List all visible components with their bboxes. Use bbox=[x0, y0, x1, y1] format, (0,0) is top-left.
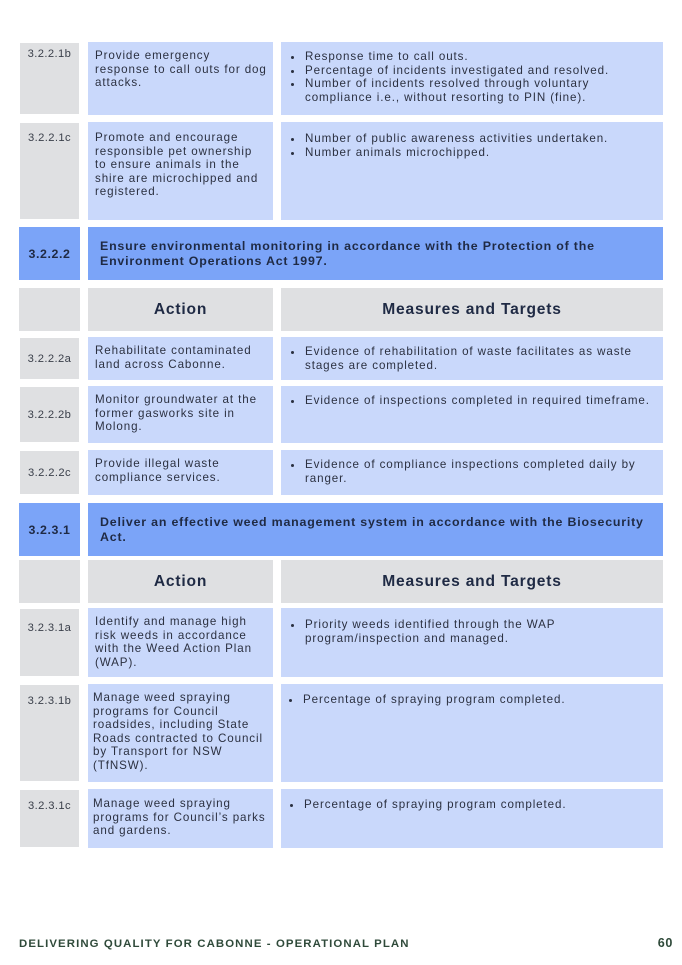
action-id: 3.2.3.1c bbox=[19, 789, 80, 848]
measure-item: • Evidence of rehabilitation of waste facilitates as waste stages are completed. bbox=[304, 345, 655, 372]
header-id-cell bbox=[19, 288, 80, 331]
measure-item: • Priority weeds identified through the WAP program/inspection and managed. bbox=[304, 618, 655, 645]
measure-item: • Number of incidents resolved through voluntary compliance i.e., without resorting to PIN (fine). bbox=[304, 77, 655, 104]
page-number: 60 bbox=[657, 936, 673, 950]
measure-item: • Percentage of incidents investigated and resolved. bbox=[304, 64, 655, 78]
table-row bbox=[0, 42, 682, 115]
measures-cell bbox=[281, 386, 663, 443]
measure-item: • Evidence of inspections completed in required timeframe. bbox=[304, 394, 655, 408]
action-id: 3.2.2.1b bbox=[19, 42, 80, 115]
objective-text: Ensure environmental monitoring in accordance with the Protection of the Environment Operations Act 1997. bbox=[88, 227, 663, 280]
action-id: 3.2.2.2c bbox=[19, 450, 80, 495]
header-action: Action bbox=[88, 560, 273, 603]
measures-cell bbox=[281, 789, 663, 848]
measure-item: • Number animals microchipped. bbox=[304, 146, 655, 160]
action-description: Manage weed spraying programs for Council’s parks and gardens. bbox=[88, 789, 273, 848]
table-row bbox=[0, 450, 682, 495]
measures-cell bbox=[281, 42, 663, 115]
measure-item: • Evidence of compliance inspections completed daily by ranger. bbox=[304, 458, 655, 485]
table-row bbox=[0, 684, 682, 782]
table-row bbox=[0, 386, 682, 443]
action-description: Provide emergency response to call outs for dog attacks. bbox=[88, 42, 273, 115]
table-row bbox=[0, 789, 682, 848]
measures-cell bbox=[281, 122, 663, 220]
action-description: Provide illegal waste compliance services. bbox=[88, 450, 273, 495]
measures-cell bbox=[281, 608, 663, 677]
action-id: 3.2.2.2a bbox=[19, 337, 80, 380]
header-action: Action bbox=[88, 288, 273, 331]
table-header bbox=[0, 288, 682, 331]
header-measures: Measures and Targets bbox=[281, 560, 663, 603]
measure-item: • Percentage of spraying program completed. bbox=[302, 693, 655, 707]
action-description: Rehabilitate contaminated land across Cabonne. bbox=[88, 337, 273, 380]
objective-text: Deliver an effective weed management system in accordance with the Biosecurity Act. bbox=[88, 503, 663, 556]
measure-item: • Response time to call outs. bbox=[304, 50, 655, 64]
table-row bbox=[0, 122, 682, 220]
measures-cell bbox=[281, 684, 663, 782]
measures-cell bbox=[281, 337, 663, 380]
objective-row bbox=[0, 503, 682, 556]
table-header bbox=[0, 560, 682, 603]
action-description: Monitor groundwater at the former gasworks site in Molong. bbox=[88, 386, 273, 443]
action-id: 3.2.2.2b bbox=[19, 386, 80, 443]
objective-id: 3.2.2.2 bbox=[19, 227, 80, 280]
action-id: 3.2.3.1b bbox=[19, 684, 80, 782]
action-id: 3.2.3.1a bbox=[19, 608, 80, 677]
measure-item: • Number of public awareness activities undertaken. bbox=[304, 132, 655, 146]
footer-title: DELIVERING QUALITY FOR CABONNE - OPERATIONAL PLAN bbox=[19, 938, 410, 950]
measures-cell bbox=[281, 450, 663, 495]
objective-row bbox=[0, 227, 682, 280]
action-description: Identify and manage high risk weeds in accordance with the Weed Action Plan (WAP). bbox=[88, 608, 273, 677]
header-measures: Measures and Targets bbox=[281, 288, 663, 331]
measure-item: • Percentage of spraying program completed. bbox=[303, 798, 655, 812]
table-row bbox=[0, 337, 682, 380]
action-id: 3.2.2.1c bbox=[19, 122, 80, 220]
objective-id: 3.2.3.1 bbox=[19, 503, 80, 556]
action-description: Promote and encourage responsible pet ownership to ensure animals in the shire are microchipped and registered. bbox=[88, 122, 273, 220]
action-description: Manage weed spraying programs for Council roadsides, including State Roads contracted to Council by Transport for NSW (TfNSW). bbox=[88, 684, 273, 782]
table-row bbox=[0, 608, 682, 677]
header-id-cell bbox=[19, 560, 80, 603]
